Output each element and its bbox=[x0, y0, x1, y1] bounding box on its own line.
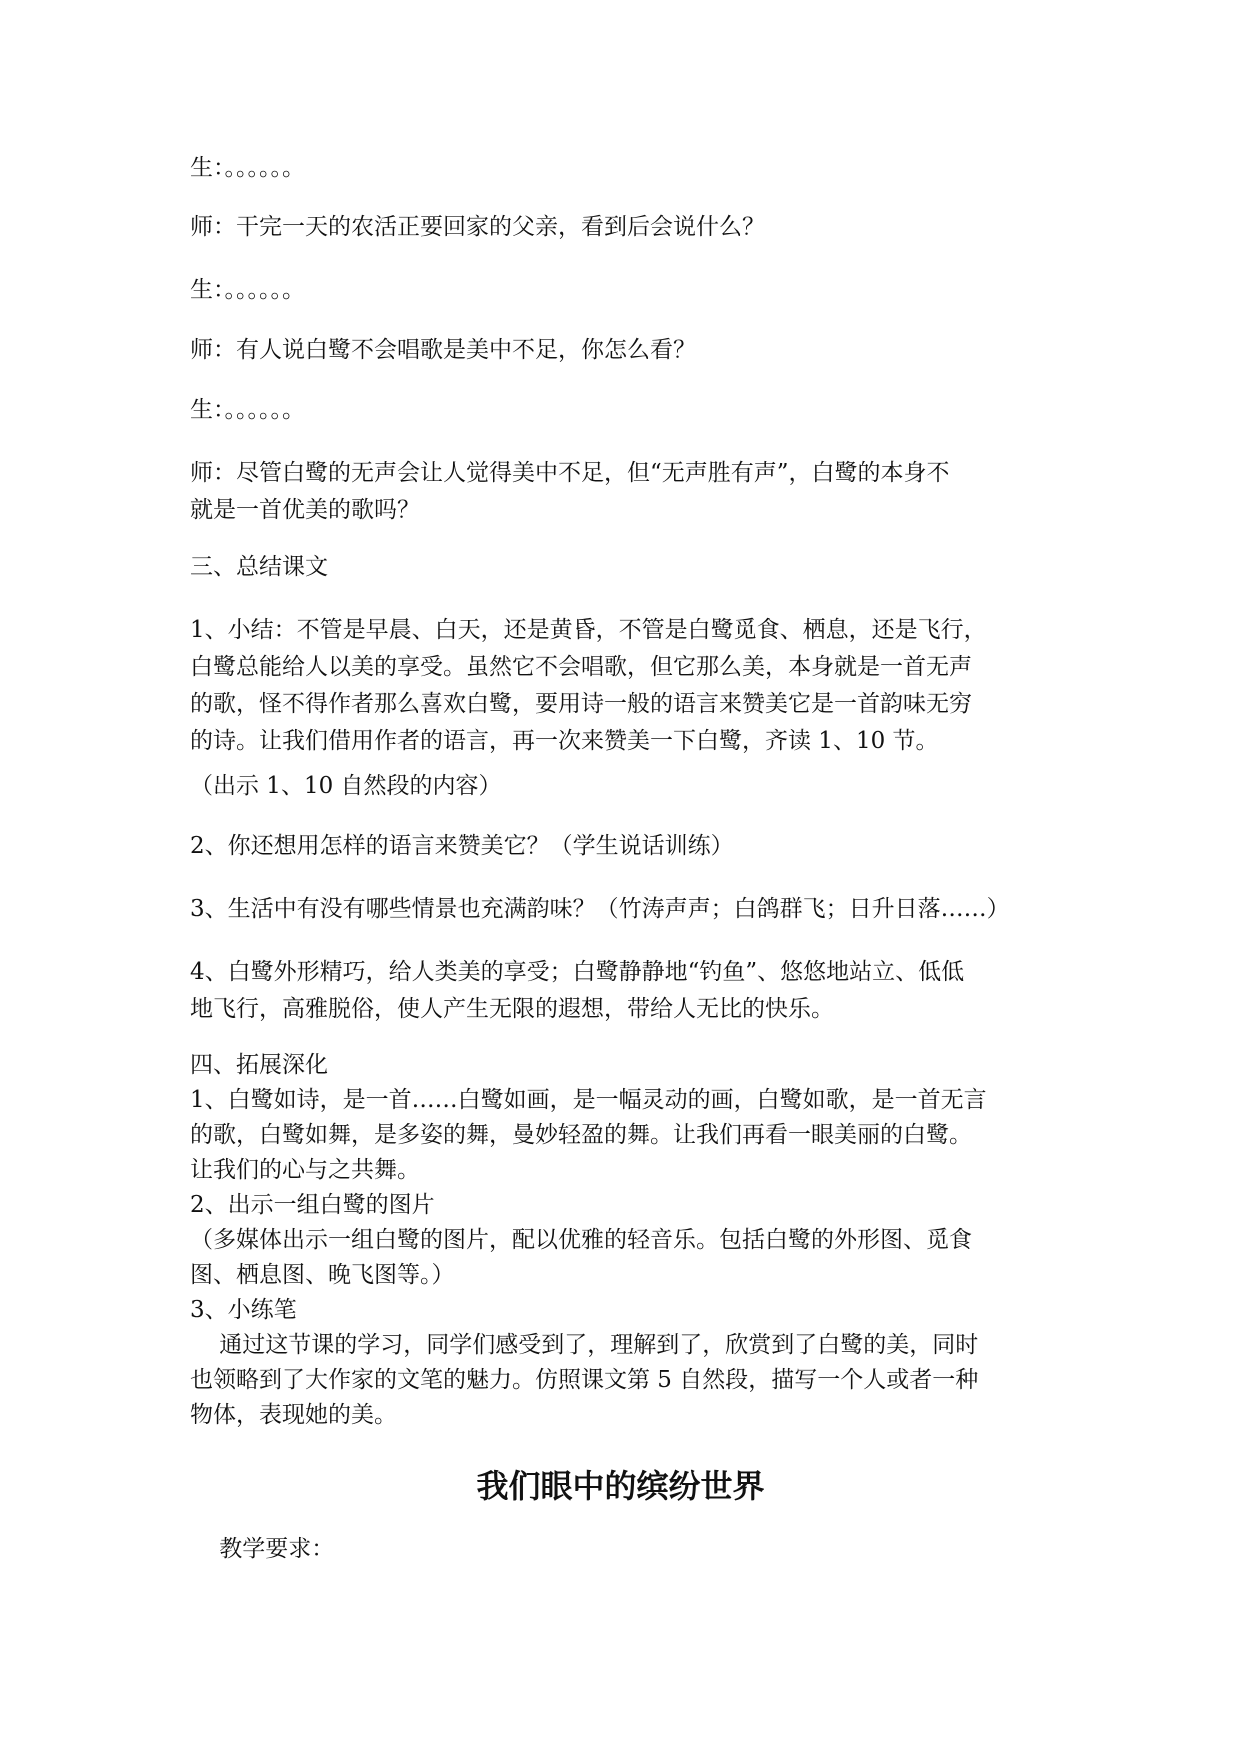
section-title: 我们眼中的缤纷世界 bbox=[476, 1467, 765, 1505]
paragraph-student-reply-2: 生：。。。。。。 bbox=[190, 277, 305, 303]
paragraph-teacher-conclusion: 师：尽管白鹭的无声会让人觉得美中不足，但“无声胜有声”，白鹭的本身不 就是一首优美的歌吗？ bbox=[190, 460, 950, 523]
paragraph-teacher-question-singing: 师：有人说白鹭不会唱歌是美中不足，你怎么看？ bbox=[190, 337, 696, 363]
paragraph-student-reply-1: 生：。。。。。。 bbox=[190, 155, 305, 181]
paragraph-show-content: （出示 1、10 自然段的内容） bbox=[190, 773, 502, 799]
paragraph-teaching-requirements: 教学要求： bbox=[190, 1536, 335, 1562]
paragraph-summary-4: 4、白鹭外形精巧，给人类美的享受；白鹭静静地“钓鱼”、悠悠地站立、低低 地飞行，高雅脱俗，使人产生无限的遐想，带给人无比的快乐。 bbox=[190, 959, 965, 1022]
section-extension: 四、拓展深化 1、白鹭如诗，是一首……白鹭如画，是一幅灵动的画，白鹭如歌，是一首无言 的歌，白鹭如舞，是多姿的舞，曼妙轻盈的舞。让我们再看一眼美丽的白鹭。 让我们的心与之共舞。 2、出示一组白鹭的图片 （多媒体出示一组白鹭的图片，配以优雅的轻音乐。包括白鹭的外形图、觅食 图、栖息图、晚飞图等。） 3、小练笔 通过这节课的学习，同学们感受到了，理解到了，欣赏到了白鹭的美，同时 也领略到了大作家的文笔的魅力。仿照课文第 5 自然段，描写一个人或者一种 物体，表现她的美。 bbox=[190, 1052, 987, 1428]
paragraph-teacher-question-father: 师：干完一天的农活正要回家的父亲，看到后会说什么？ bbox=[190, 214, 765, 240]
paragraph-summary-2: 2、你还想用怎样的语言来赞美它？（学生说话训练） bbox=[190, 833, 734, 859]
paragraph-summary-1: 1、小结：不管是早晨、白天，还是黄昏，不管是白鹭觅食、栖息，还是飞行， 白鹭总能给人以美的享受。虽然它不会唱歌，但它那么美，本身就是一首无声 的歌，怪不得作者那么喜欢白鹭，要用诗一般的语言来赞美它是一首韵味无穷 的诗。让我们借用作者的语言，再一次来赞美一下白鹭，齐读 1、10 节。 bbox=[190, 617, 987, 754]
paragraph-summary-3: 3、生活中有没有哪些情景也充满韵味？（竹涛声声；白鸽群飞；日升日落……） bbox=[190, 896, 1010, 922]
paragraph-student-reply-3: 生：。。。。。。 bbox=[190, 397, 305, 423]
heading-summary: 三、总结课文 bbox=[190, 554, 328, 580]
